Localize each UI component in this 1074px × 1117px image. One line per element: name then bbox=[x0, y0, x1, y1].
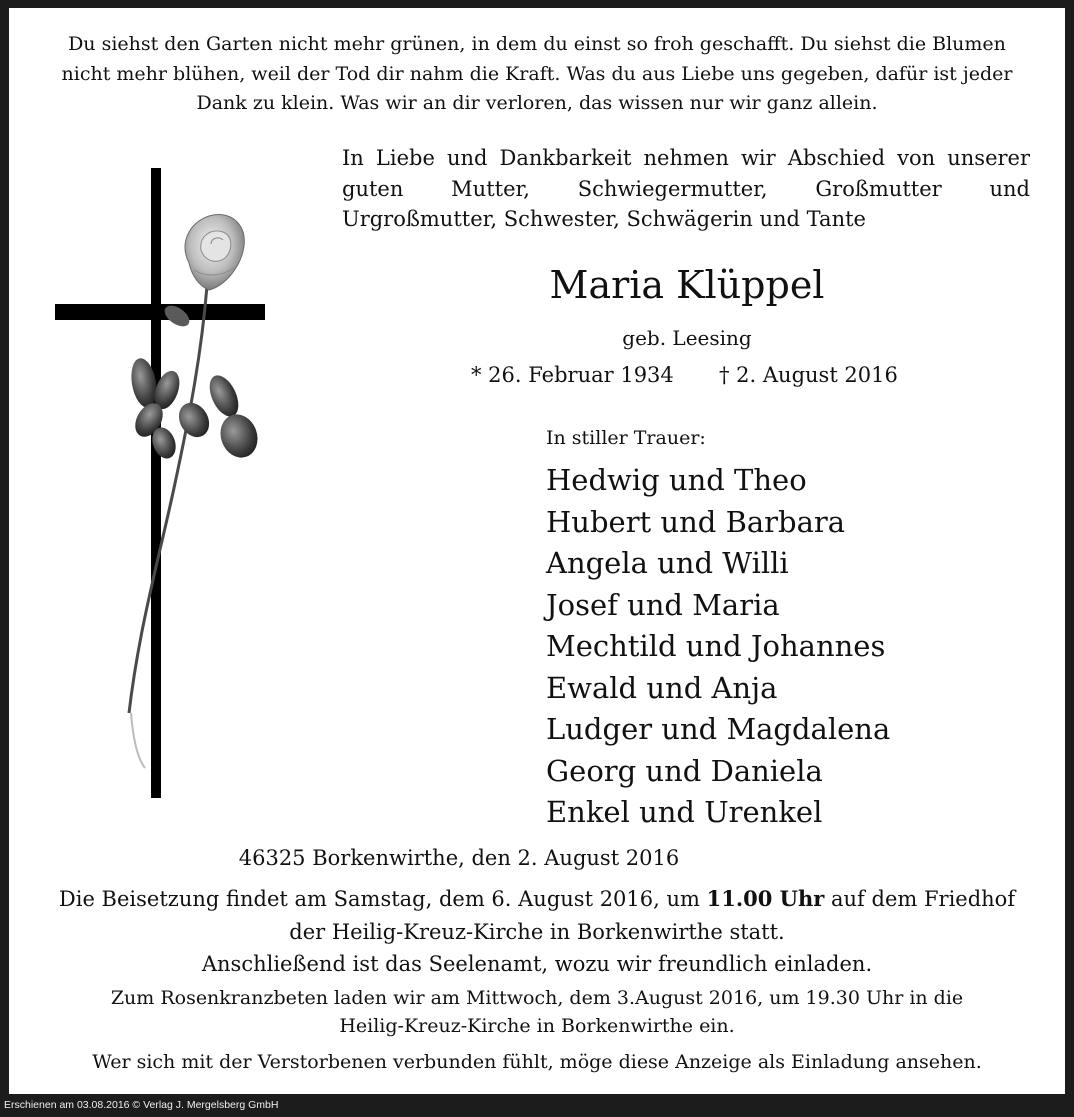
mourners-list bbox=[546, 460, 890, 834]
mourner-entry: Ewald und Anja bbox=[546, 670, 778, 705]
mourner-entry: Mechtild und Johannes bbox=[546, 629, 886, 663]
rose-bloom bbox=[185, 215, 244, 290]
invitation-note: Wer sich mit der Verstorbenen verbunden fühlt, möge diese Anzeige als Einladung ansehen. bbox=[92, 1051, 982, 1073]
cross-horizontal-beam bbox=[55, 304, 265, 320]
mourning-heading: In stiller Trauer: bbox=[546, 427, 706, 449]
birth-date: * 26. Februar 1934 bbox=[471, 363, 674, 387]
rosary-notice bbox=[29, 985, 1045, 1040]
poem bbox=[29, 30, 1045, 119]
poem-line: Dank zu klein. Was wir an dir verloren, das wissen nur wir ganz allein. bbox=[196, 92, 878, 114]
funeral-text: Die Beisetzung findet am Samstag, dem 6. August 2016, um bbox=[58, 887, 707, 911]
publication-footer: Erschienen am 03.08.2016 © Verlag J. Mergelsberg GmbH bbox=[4, 1099, 279, 1111]
mourner-entry: Hedwig und Theo bbox=[546, 463, 807, 497]
funeral-line: der Heilig-Kreuz-Kirche in Borkenwirthe statt. bbox=[289, 919, 785, 944]
mourner-entry: Angela und Willi bbox=[546, 546, 789, 580]
funeral-text: auf dem Friedhof bbox=[824, 887, 1016, 911]
death-date: † 2. August 2016 bbox=[719, 363, 898, 387]
rosary-line: Heilig-Kreuz-Kirche in Borkenwirthe ein. bbox=[339, 1014, 735, 1037]
deceased-name: Maria Klüppel bbox=[549, 263, 825, 307]
rose-stem bbox=[129, 286, 207, 713]
mourner-entry: Georg und Daniela bbox=[546, 753, 823, 788]
cross-rose-illustration bbox=[49, 158, 289, 808]
obituary-card bbox=[9, 8, 1065, 1094]
poem-line: nicht mehr blühen, weil der Tod dir nahm die Kraft. Was du aus Liebe uns gegeben, dafür ist jeder bbox=[61, 62, 1013, 85]
maiden-name: geb. Leesing bbox=[622, 326, 752, 350]
funeral-line bbox=[29, 883, 1045, 916]
intro-line: Urgroßmutter, Schwester, Schwägerin und Tante bbox=[342, 207, 866, 231]
mourner-entry: Hubert und Barbara bbox=[546, 504, 846, 539]
intro-line: In Liebe und Dankbarkeit nehmen wir Abschied von unserer bbox=[342, 146, 1030, 170]
mourner-entry: Ludger und Magdalena bbox=[546, 712, 891, 746]
mourner-entry: Josef und Maria bbox=[546, 587, 780, 622]
poem-line: Du siehst den Garten nicht mehr grünen, in dem du einst so froh geschafft. Du siehst die Blumen bbox=[68, 33, 1006, 55]
rosary-line: Zum Rosenkranzbeten laden wir am Mittwoch, dem 3.August 2016, um 19.30 Uhr in die bbox=[110, 987, 964, 1009]
funeral-time: 11.00 Uhr bbox=[706, 886, 825, 911]
mourner-entry: Enkel und Urenkel bbox=[546, 795, 823, 829]
place-and-date: 46325 Borkenwirthe, den 2. August 2016 bbox=[238, 846, 680, 870]
funeral-notice bbox=[29, 883, 1045, 981]
farewell-intro bbox=[342, 143, 1030, 235]
funeral-line: Anschließend ist das Seelenamt, wozu wir freundlich einladen. bbox=[201, 952, 873, 976]
cross-vertical-beam bbox=[151, 168, 161, 798]
intro-line: guten Mutter, Schwiegermutter, Großmutter und bbox=[342, 176, 1030, 201]
